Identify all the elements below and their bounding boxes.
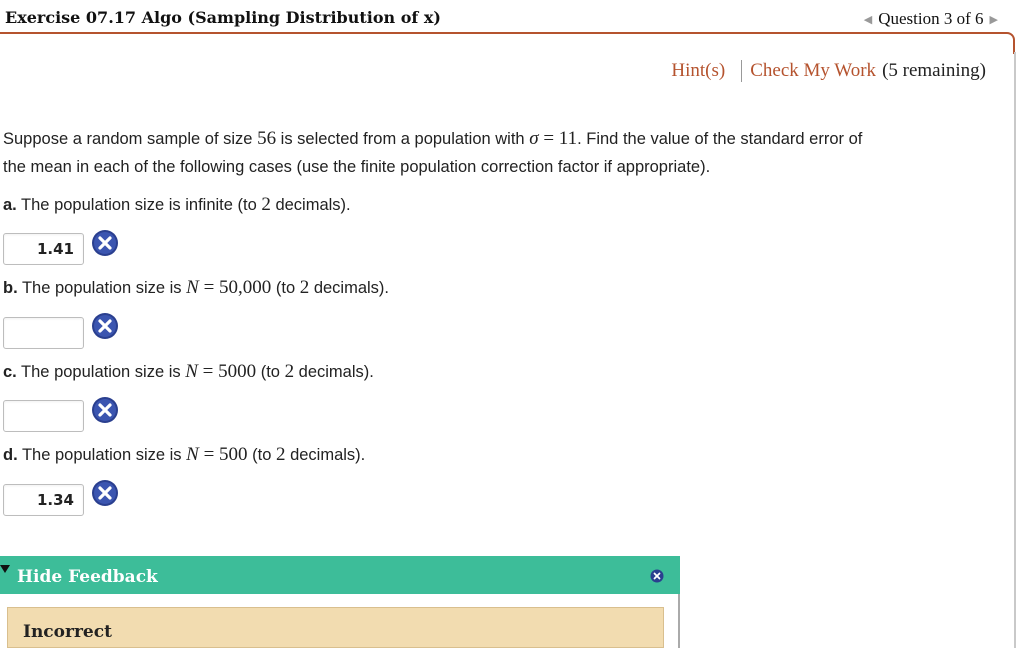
population-size: 500: [219, 444, 248, 465]
equals-sign: =: [198, 444, 220, 465]
next-question-icon[interactable]: ▶: [989, 13, 998, 26]
sigma-value: 11: [558, 128, 578, 149]
close-icon[interactable]: [650, 569, 664, 583]
part-text: decimals).: [294, 363, 374, 381]
part-text: decimals).: [309, 279, 390, 297]
content-frame-right: [1014, 52, 1016, 648]
answer-input-c[interactable]: [3, 400, 84, 432]
part-letter: c.: [3, 363, 17, 381]
content-frame-top: [0, 32, 1015, 54]
remaining-count: (5 remaining): [882, 60, 986, 81]
part-text: The population size is: [17, 279, 187, 297]
problem-text: . Find the value of the standard error of: [577, 130, 863, 148]
population-symbol: N: [186, 277, 199, 298]
part-a-question: [3, 190, 351, 220]
part-text: The population size is infinite (to: [16, 196, 262, 214]
part-d-question: [3, 440, 365, 470]
part-text: decimals).: [285, 446, 366, 464]
feedback-panel-border: [678, 594, 680, 648]
incorrect-banner: [7, 607, 664, 648]
divider: [741, 60, 742, 82]
feedback-toggle-bar[interactable]: [0, 556, 680, 594]
part-text: decimals).: [270, 196, 351, 214]
part-letter: b.: [3, 279, 18, 297]
check-my-work-link[interactable]: Check My Work: [750, 60, 877, 81]
decimal-count: 2: [275, 444, 286, 465]
part-letter: a.: [3, 196, 17, 214]
equals-sign: =: [198, 277, 220, 298]
answer-input-d[interactable]: 1.34: [3, 484, 84, 516]
previous-question-icon[interactable]: ◀: [863, 13, 873, 26]
part-b-question: [3, 273, 389, 303]
exercise-title: Exercise 07.17 Algo (Sampling Distribution of x): [5, 8, 441, 27]
population-symbol: N: [185, 361, 198, 382]
problem-statement: [3, 124, 862, 154]
feedback-status: Incorrect: [23, 622, 112, 642]
question-counter: Question 3 of 6: [878, 9, 984, 28]
incorrect-icon: [91, 479, 119, 507]
decimal-count: 2: [284, 361, 295, 382]
sigma-symbol: σ: [529, 128, 539, 149]
part-letter: d.: [3, 446, 18, 464]
problem-text: is selected from a population with: [276, 130, 530, 148]
hide-feedback-label[interactable]: Hide Feedback: [17, 567, 158, 587]
hints-bar: [671, 60, 986, 82]
top-bar: [0, 0, 1018, 34]
equals-sign: =: [197, 361, 219, 382]
sample-size: 56: [257, 128, 277, 149]
part-text: (to: [271, 279, 300, 297]
question-navigation: [864, 9, 998, 29]
caret-down-icon: [0, 565, 10, 573]
hints-link[interactable]: Hint(s): [671, 60, 726, 81]
part-text: (to: [247, 446, 276, 464]
incorrect-icon: [91, 396, 119, 424]
part-text: The population size is: [16, 363, 186, 381]
answer-input-b[interactable]: [3, 317, 84, 349]
decimal-count: 2: [261, 194, 271, 215]
answer-input-a[interactable]: 1.41: [3, 233, 84, 265]
incorrect-icon: [91, 312, 119, 340]
population-size: 50,000: [219, 277, 272, 298]
population-symbol: N: [186, 444, 199, 465]
part-c-question: [3, 357, 374, 387]
incorrect-icon: [91, 229, 119, 257]
problem-statement-line2: the mean in each of the following cases (use the finite population correction factor if appropriate).: [3, 158, 711, 176]
problem-text: Suppose a random sample of size: [3, 130, 258, 148]
decimal-count: 2: [299, 277, 310, 298]
population-size: 5000: [218, 361, 257, 382]
equals-sign: =: [538, 128, 559, 149]
part-text: (to: [256, 363, 285, 381]
part-text: The population size is: [17, 446, 187, 464]
